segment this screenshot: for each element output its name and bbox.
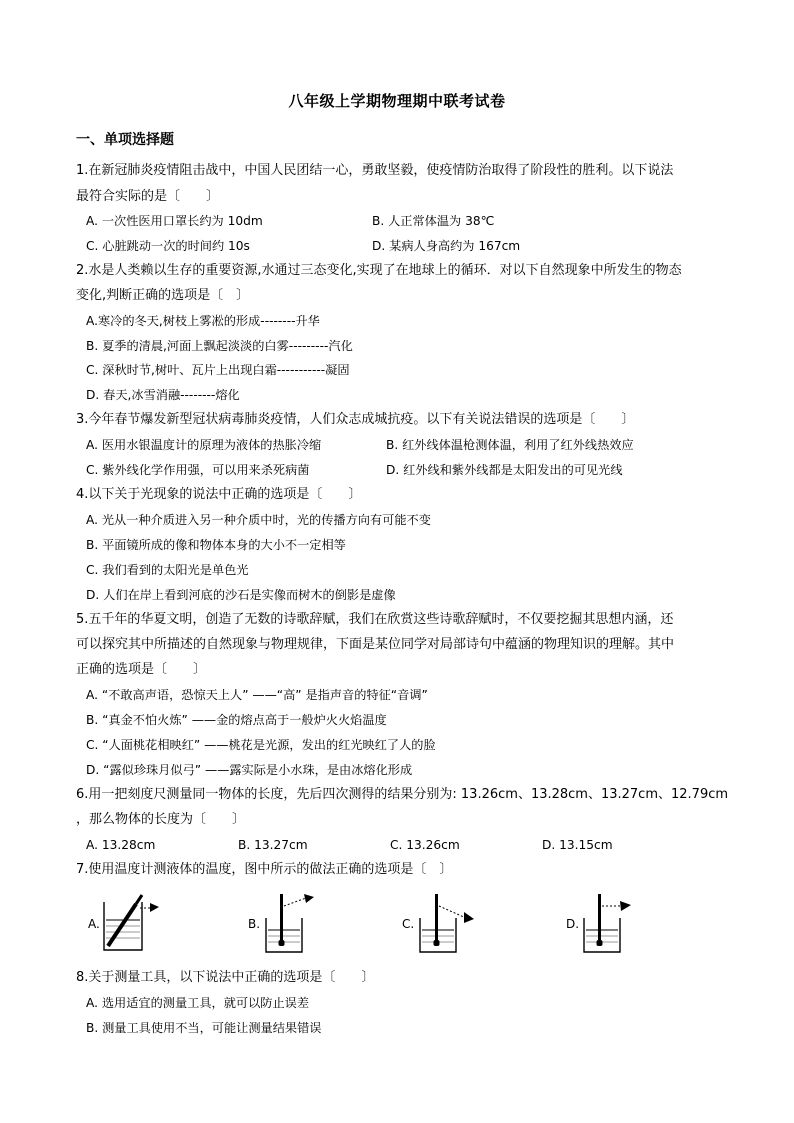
figure-b-label: B. (248, 917, 261, 931)
question-6-line-2: ，那么物体的长度为〔 〕 (76, 812, 246, 827)
section-heading: 一、单项选择题 (76, 132, 174, 148)
question-4-option-c: C. 我们看到的太阳光是单色光 (86, 563, 249, 577)
question-1-line-1: 1.在新冠肺炎疫情阻击战中，中国人民团结一心，勇敢坚毅，使疫情防治取得了阶段性的胜利。以下说法 (76, 163, 674, 178)
question-4-option-b: B. 平面镜所成的像和物体本身的大小不一定相等 (86, 538, 346, 552)
question-6-line-1: 6.用一把刻度尺测量同一物体的长度，先后四次测得的结果分别为: 13.26cm、13.28cm、13.27cm、12.79cm (76, 787, 729, 802)
question-6-option-c: C. 13.26cm (390, 838, 460, 852)
figure-c-beaker-thermometer (416, 890, 480, 956)
question-8-line-1: 8.关于测量工具，以下说法中正确的选项是〔 〕 (76, 970, 375, 985)
question-6-option-b: B. 13.27cm (238, 838, 308, 852)
figure-b-beaker-thermometer (262, 890, 322, 956)
figure-d-beaker-thermometer (580, 890, 640, 956)
question-5-option-b: B. “真金不怕火炼” ——金的熔点高于一般炉火火焰温度 (86, 713, 387, 727)
question-8-option-a: A. 选用适宜的测量工具，就可以防止误差 (86, 996, 310, 1010)
question-5-option-c: C. “人面桃花相映红” ——桃花是光源，发出的红光映红了人的脸 (86, 738, 436, 752)
question-4-line-1: 4.以下关于光现象的说法中正确的选项是〔 〕 (76, 487, 362, 502)
question-2-option-a: A.寒冷的冬天,树枝上雾凇的形成--------升华 (86, 314, 320, 328)
question-1-option-c: C. 心脏跳动一次的时间约 10s (86, 239, 250, 253)
question-6-option-d: D. 13.15cm (542, 838, 613, 852)
question-6-option-a: A. 13.28cm (86, 838, 156, 852)
question-2-option-c: C. 深秋时节,树叶、瓦片上出现白霜-----------凝固 (86, 363, 350, 377)
question-1-option-d: D. 某病人身高约为 167cm (372, 239, 521, 253)
question-2-option-b: B. 夏季的清晨,河面上飘起淡淡的白雾---------汽化 (86, 339, 353, 353)
figure-d-label: D. (566, 917, 580, 931)
figure-c-label: C. (402, 917, 415, 931)
question-2-line-1: 2.水是人类赖以生存的重要资源,水通过三态变化,实现了在地球上的循环．对以下自然现象中所发生的物态 (76, 263, 682, 278)
question-3-line-1: 3.今年春节爆发新型冠状病毒肺炎疫情，人们众志成城抗疫。以下有关说法错误的选项是〔 〕 (76, 412, 635, 427)
question-5-option-d: D. “露似珍珠月似弓” ——露实际是小水珠，是由冰熔化形成 (86, 763, 413, 777)
question-3-option-b: B. 红外线体温枪测体温，利用了红外线热效应 (386, 438, 634, 452)
question-2-option-d: D. 春天,冰雪消融--------熔化 (86, 388, 240, 402)
question-4-option-a: A. 光从一种介质进入另一种介质中时，光的传播方向有可能不变 (86, 513, 431, 527)
question-2-line-2: 变化,判断正确的选项是〔 〕 (76, 288, 250, 303)
question-5-line-3: 正确的选项是〔 〕 (76, 662, 207, 677)
question-3-option-d: D. 红外线和紫外线都是太阳发出的可见光线 (386, 463, 623, 477)
question-8-option-b: B. 测量工具使用不当，可能让测量结果错误 (86, 1021, 322, 1035)
question-1-option-b: B. 人正常体温为 38℃ (372, 214, 495, 228)
question-3-option-a: A. 医用水银温度计的原理为液体的热胀冷缩 (86, 438, 322, 452)
question-7-line-1: 7.使用温度计测液体的温度，图中所示的做法正确的选项是〔 〕 (76, 862, 453, 877)
question-1-option-a: A. 一次性医用口罩长约为 10dm (86, 214, 263, 228)
question-4-option-d: D. 人们在岸上看到河底的沙石是实像而树木的倒影是虚像 (86, 588, 396, 602)
question-3-option-c: C. 紫外线化学作用强，可以用来杀死病菌 (86, 463, 310, 477)
exam-title: 八年级上学期物理期中联考试卷 (288, 92, 506, 110)
figure-a-label: A. (88, 917, 100, 931)
figure-a-beaker-thermometer (102, 890, 162, 954)
question-5-line-2: 可以探究其中所描述的自然现象与物理规律，下面是某位同学对局部诗句中蕴涵的物理知识的理解。其中 (76, 637, 675, 652)
question-5-option-a: A. “不敢高声语，恐惊天上人” ——“高” 是指声音的特征“音调” (86, 688, 428, 702)
question-5-line-1: 5.五千年的华夏文明，创造了无数的诗歌辞赋，我们在欣赏这些诗歌辞赋时，不仅要挖掘其思想内涵，还 (76, 612, 674, 627)
question-1-line-2: 最符合实际的是〔 〕 (76, 189, 220, 204)
